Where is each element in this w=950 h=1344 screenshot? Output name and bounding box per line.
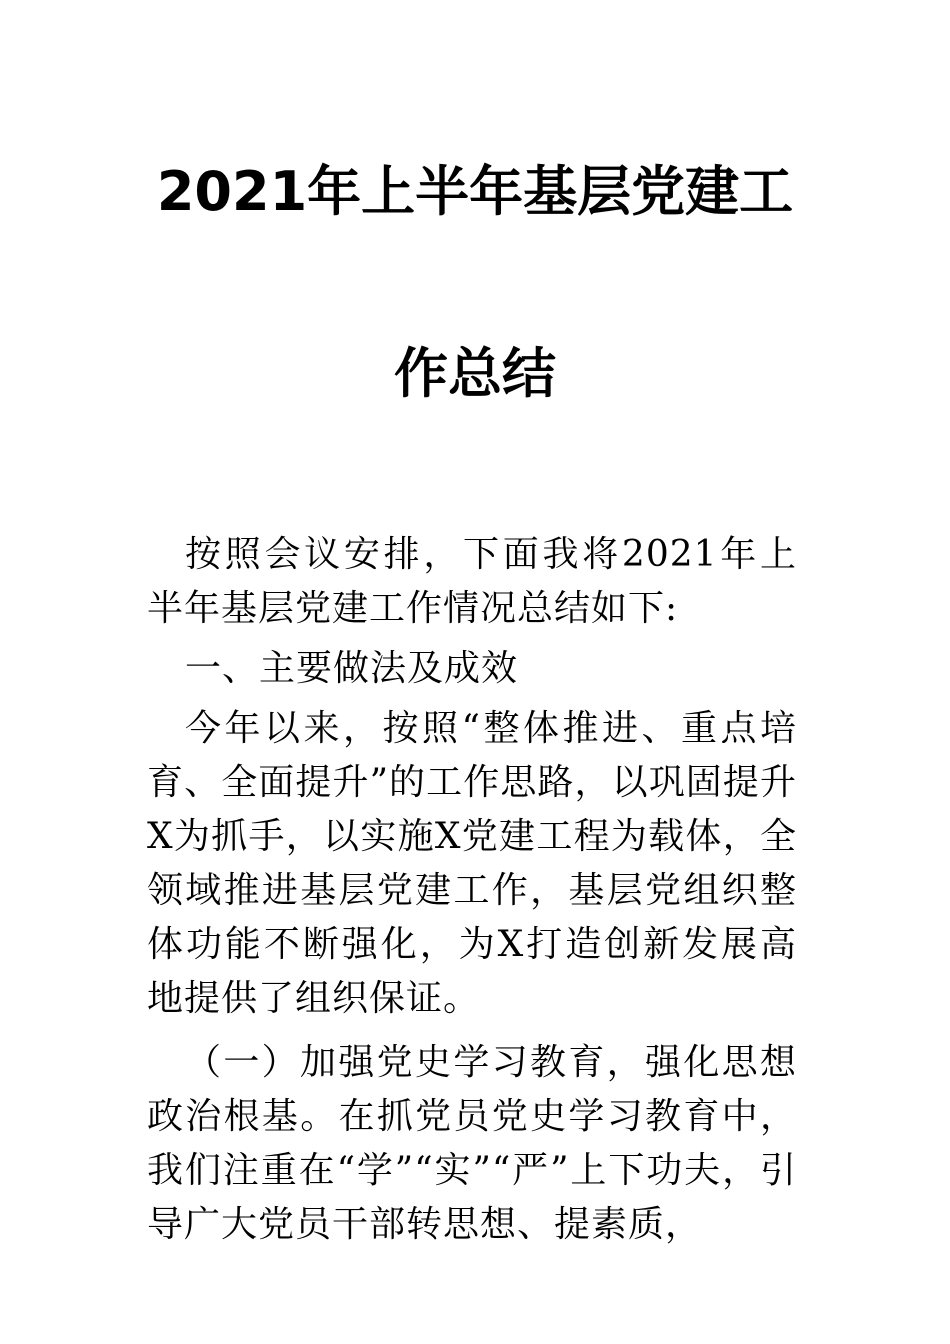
document-title-line-2: 作总结 <box>394 342 556 405</box>
paragraph-subsection-1: （一）加强党史学习教育，强化思想政治根基。在抓党员党史学习教育中，我们注重在“学”“实”“严”上下功夫，引导广大党员干部转思想、提素质， <box>147 1042 797 1245</box>
document-body <box>147 528 797 1262</box>
document-title-line-1: 2021年上半年基层党建工 <box>156 160 794 223</box>
section-heading-1: 一、主要做法及成效 <box>185 648 519 689</box>
paragraph-overview: 今年以来，按照“整体推进、重点培育、全面提升”的工作思路，以巩固提升X为抓手，以实施X党建工程为载体，全领域推进基层党建工作，基层党组织整体功能不断强化，为X打造创新发展高地提供了组织保证。 <box>147 708 797 1019</box>
paragraph-intro: 按照会议安排，下面我将2021年上半年基层党建工作情况总结如下: <box>147 534 797 629</box>
